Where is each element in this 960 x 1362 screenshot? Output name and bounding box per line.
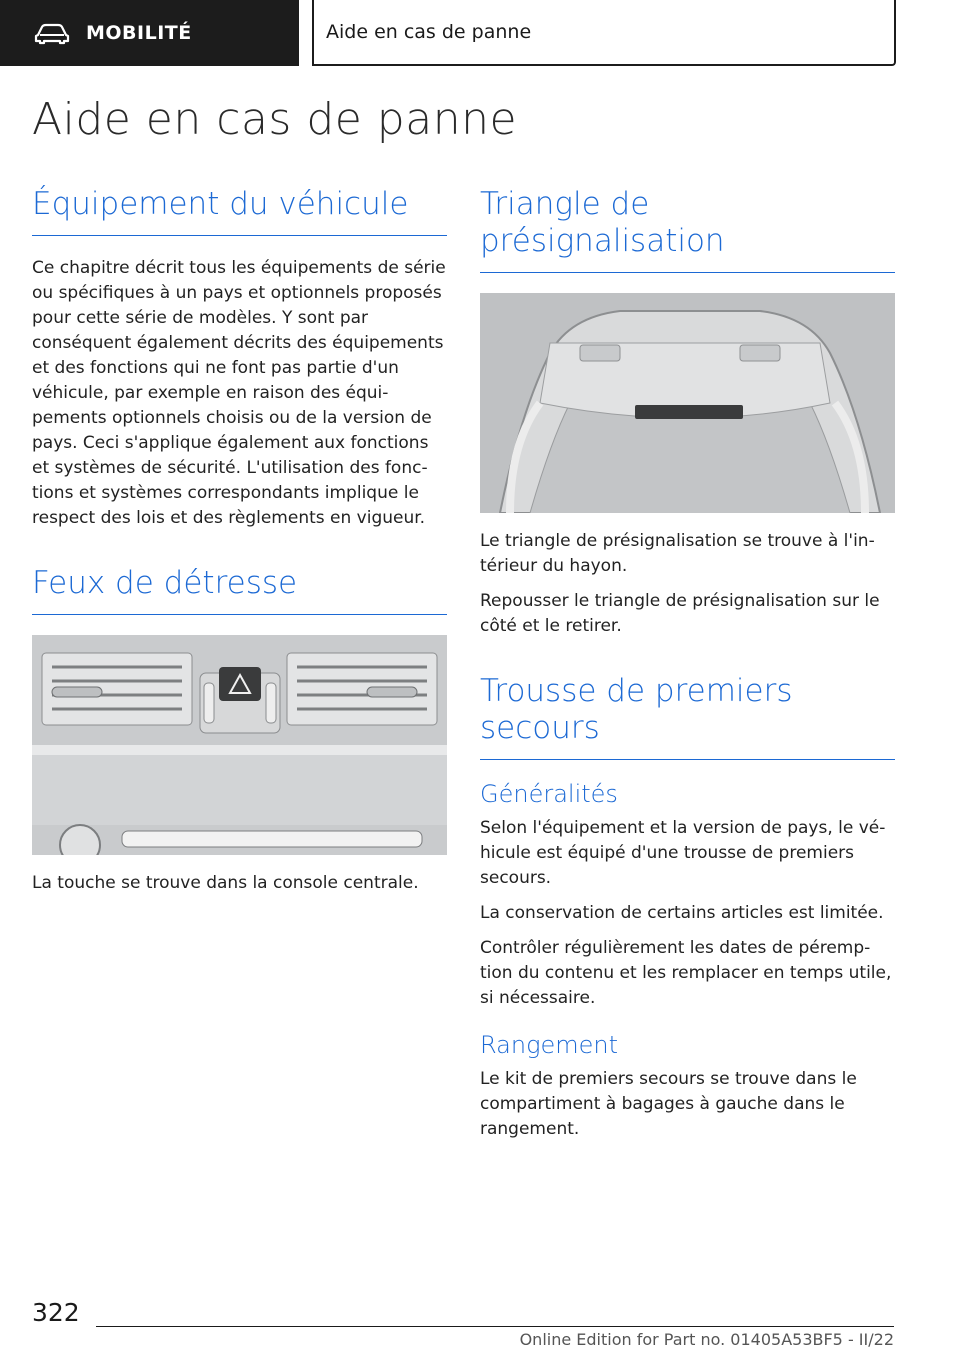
general-text-1: Selon l'équipement et la version de pays, le véhicule est équipé d'une trousse de premiers secours. (480, 818, 886, 888)
tailgate-photo (480, 293, 895, 513)
storage-heading: Rangement (480, 1031, 618, 1059)
triangle-text-1: Le triangle de présignalisation se trouve à l'intérieur du hayon. (480, 531, 875, 576)
general-heading: Généralités (480, 780, 618, 808)
hazard-heading: Feux de détresse (32, 565, 447, 615)
general-text-3: Contrôler régulièrement les dates de péremption du contenu et les remplacer en temps utile, si nécessaire. (480, 938, 892, 1008)
footer-divider (96, 1326, 894, 1327)
hazard-button-photo (32, 635, 447, 855)
car-icon (34, 21, 70, 45)
firstaid-heading: Trousse de premiers secours (480, 673, 895, 760)
triangle-heading: Triangle de présignalisation (480, 186, 895, 273)
page-title: Aide en cas de panne (32, 94, 518, 145)
equipment-text: Ce chapitre décrit tous les équipements de série ou spécifiques à un pays et optionnels proposés pour cette série de modèles. Y sont par conséquent également décrits des équipements et des fonctions qui ne font pas partie d'un véhicule, par exemple en raison des équipements optionnels choisis ou de la version de pays. Ceci s'applique également aux fonctions et systèmes de sécurité. L'utilisation des fonctions et systèmes correspondants implique le respect des lois et des règlements en vigueur. (32, 258, 446, 528)
right-column (480, 186, 895, 1152)
general-text-2: La conservation de certains articles est limitée. (480, 903, 884, 923)
equipment-heading: Équipement du véhicule (32, 186, 447, 236)
section-label: MOBILITÉ (86, 22, 192, 44)
edition-note: Online Edition for Part no. 01405A53BF5 - II/22 (519, 1330, 894, 1349)
page-number: 322 (32, 1298, 80, 1327)
section-tab (0, 0, 299, 66)
topic-tab (312, 0, 896, 66)
triangle-text-2: Repousser le triangle de présignalisation sur le côté et le retirer. (480, 591, 880, 636)
topic-label: Aide en cas de panne (326, 21, 532, 43)
left-column (32, 186, 447, 906)
hazard-caption: La touche se trouve dans la console centrale. (32, 873, 419, 893)
storage-text: Le kit de premiers secours se trouve dans le compartiment à bagages à gauche dans le rangement. (480, 1069, 857, 1139)
